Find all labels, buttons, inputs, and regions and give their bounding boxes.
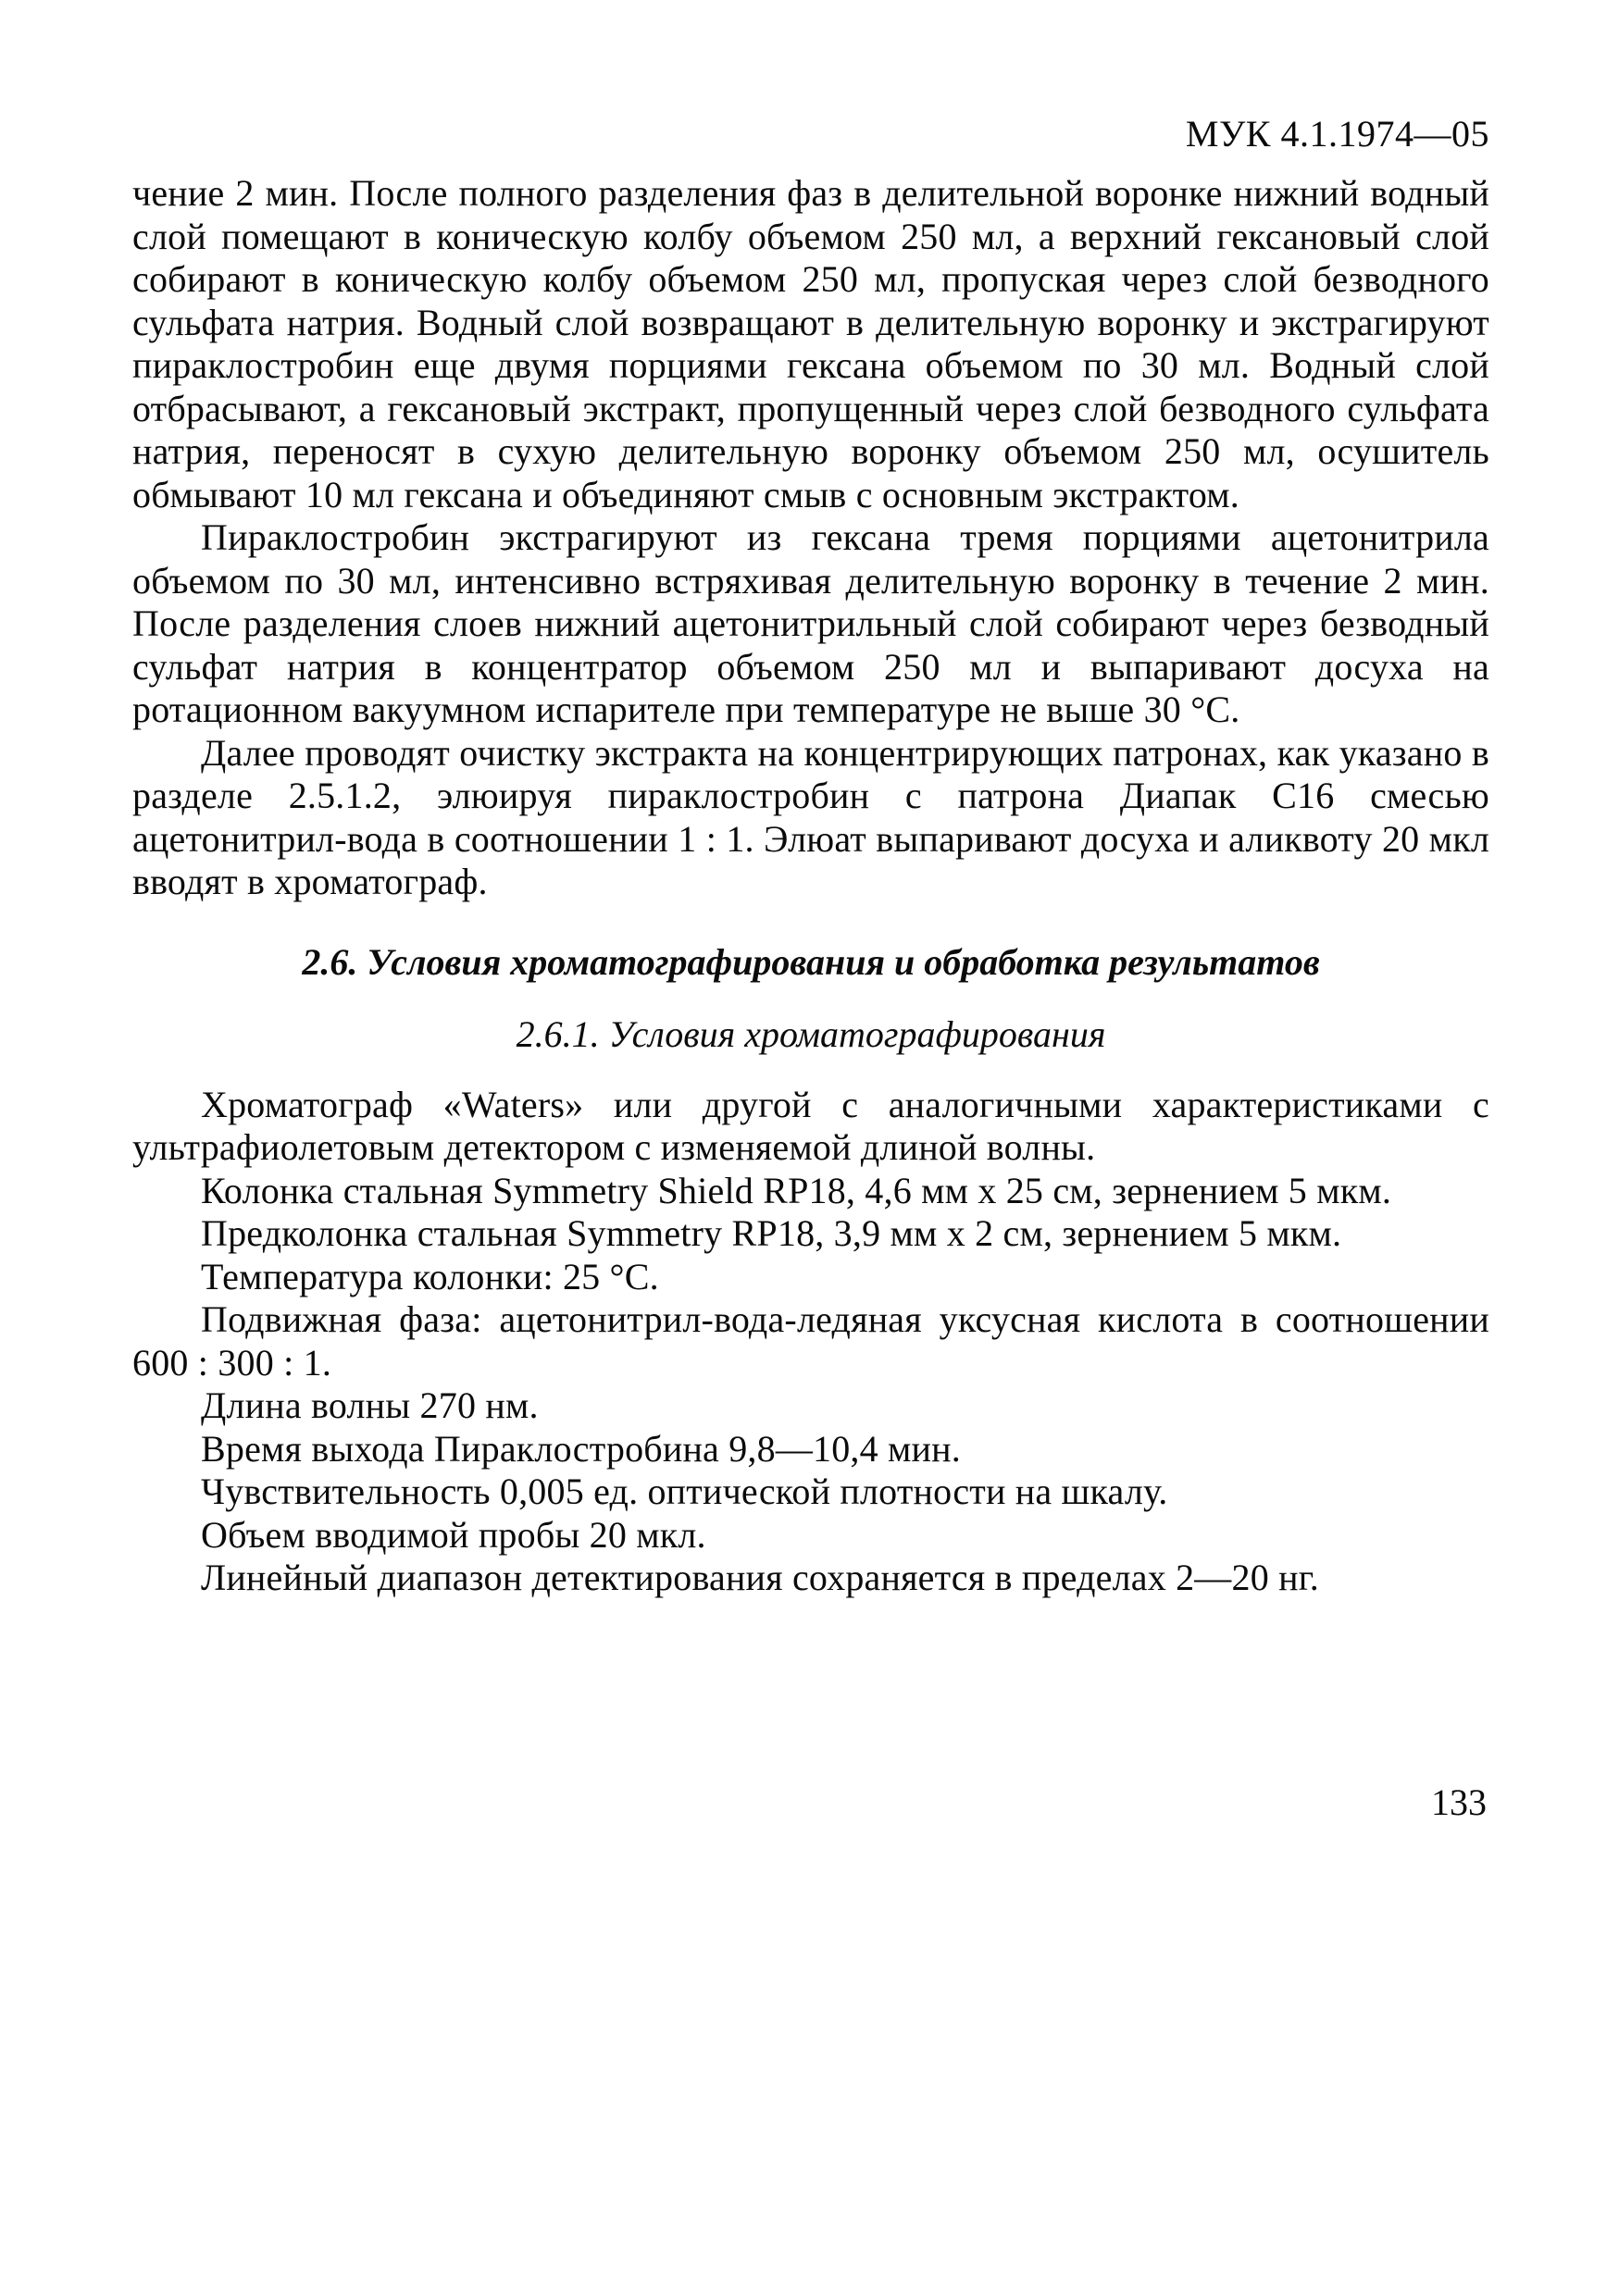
condition-column: Колонка стальная Symmetry Shield RP18, 4,6 мм х 25 см, зернением 5 мкм. (201, 1169, 1392, 1211)
section-heading-2-6: 2.6. Условия хроматографирования и обработка результатов (302, 940, 1320, 983)
page-number: 133 (1431, 1781, 1487, 1823)
condition-sensitivity: Чувствительность 0,005 ед. оптической плотности на шкалу. (201, 1471, 1168, 1512)
condition-precolumn: Предколонка стальная Symmetry RP18, 3,9 мм х 2 см, зернением 5 мкм. (201, 1212, 1342, 1254)
condition-injection-volume: Объем вводимой пробы 20 мкл. (201, 1513, 706, 1556)
paragraph-extraction: Пираклостробин экстрагируют из гексана тремя порциями ацетонитрила объемом по 30 мл, интенсивно встряхивая делительную воронку в течение 2 мин. После разделения слоев нижний ацетонитрильный слой собирают через безводный сульфат натрия в концентратор объемом 250 мл и выпаривают досуха на ротационном вакуумном испарителе при температуре не выше 30 °С. (132, 516, 1489, 730)
page-content (132, 113, 1489, 1600)
condition-retention-time: Время выхода Пираклостробина 9,8—10,4 мин. (201, 1427, 961, 1470)
paragraph-purification: Далее проводят очистку экстракта на концентрирующих патронах, как указано в разделе 2.5.1.2, элюируя пираклостробин с патрона Диапак С16 смесью ацетонитрил-вода в соотношении 1 : 1. Элюат выпаривают досуха и аликвоту 20 мкл вводят в хроматограф. (132, 731, 1489, 902)
paragraph-continuation: чение 2 мин. После полного разделения фаз в делительной воронке нижний водный слой помещают в коническую колбу объемом 250 мл, а верхний гексановый слой собирают в коническую колбу объемом 250 мл, пропуская через слой безводного сульфата натрия. Водный слой возвращают в делительную воронку и экстрагируют пираклостробин еще двумя порциями гексана объемом по 30 мл. Водный слой отбрасывают, а гексановый экстракт, пропущенный через слой безводного сульфата натрия, переносят в сухую делительную воронку объемом 250 мл, осушитель обмывают 10 мл гексана и объединяют смыв с основным экстрактом. (132, 172, 1489, 515)
condition-wavelength: Длина волны 270 нм. (201, 1384, 539, 1426)
subsection-heading-2-6-1: 2.6.1. Условия хроматографирования (516, 1012, 1106, 1055)
document-code-header: МУК 4.1.1974—05 (1185, 113, 1489, 155)
condition-mobile-phase: Подвижная фаза: ацетонитрил-вода-ледяная уксусная кислота в соотношении 600 : 300 : 1. (132, 1298, 1489, 1384)
condition-chromatograph: Хроматограф «Waters» или другой с аналогичными характеристиками с ультрафиолетовым детектором с изменяемой длиной волны. (132, 1083, 1489, 1168)
condition-linear-range: Линейный диапазон детектирования сохраняется в пределах 2—20 нг. (201, 1557, 1319, 1598)
condition-column-temperature: Температура колонки: 25 °С. (201, 1255, 659, 1297)
